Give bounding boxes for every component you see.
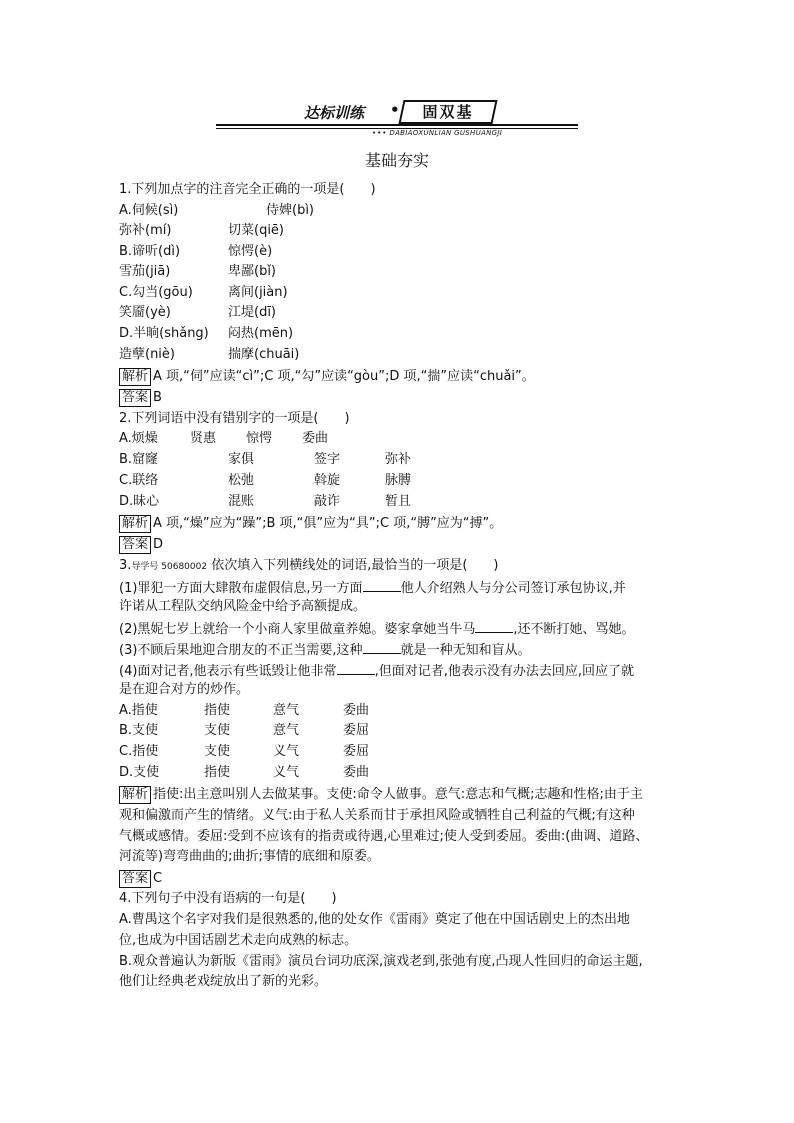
- q4-line: 位,也成为中国话剧艺术走向成熟的标志。: [119, 933, 358, 948]
- q3-option-cell: 委屈: [343, 744, 370, 759]
- q1-option-cell: 离间(jiàn): [228, 285, 288, 300]
- q4-stem: 4.下列句子中没有语病的一句是( ): [119, 891, 337, 906]
- q2-option-cell: 敲诈: [314, 494, 341, 509]
- q3-option-cell: 意气: [273, 703, 300, 718]
- analysis-label: 解析: [119, 368, 151, 386]
- section-title: 基础夯实: [364, 151, 429, 170]
- banner-box: [398, 100, 497, 124]
- q1-option-row: A.伺候(sì): [119, 203, 179, 218]
- q4-line: B.观众普遍认为新版《雷雨》演员台词功底深,演戏老到,张弛有度,凸现人性回归的命运主题,: [119, 954, 643, 969]
- q2-option-cell: 家俱: [228, 452, 255, 467]
- answer-label: 答案: [119, 870, 151, 888]
- q4-line: A.曹禺这个名字对我们是很熟悉的,他的处女作《雷雨》奠定了他在中国话剧史上的杰出地: [119, 912, 630, 927]
- q2-answer: 答案 D: [119, 535, 163, 555]
- q3-option-cell: 义气: [273, 744, 300, 759]
- q1-option-row: 雪茄(jiā): [119, 264, 171, 279]
- q3-option-cell: 支使: [204, 723, 231, 738]
- banner-title: 达标训练: [304, 104, 365, 122]
- q2-option-cell: 松弛: [228, 473, 255, 488]
- q3-option-row: B.支使: [119, 723, 159, 738]
- q2-option-cell: 惊愕: [246, 431, 273, 446]
- q3-line: (4)面对记者,他表示有些诋毁让他非常 ,但面对记者,他表示没有办法去回应,回应了就: [119, 660, 634, 682]
- q3-analysis-line: 观和偏激而产生的情绪。义气:由于私人关系而甘于承担风险或牺牲自己利益的气概;有这种: [119, 808, 635, 823]
- q1-option-cell: 江堤(dī): [228, 305, 277, 320]
- q3-option-cell: 委曲: [343, 703, 370, 718]
- fill-blank: [363, 577, 401, 592]
- q3-option-cell: 委曲: [343, 765, 370, 780]
- q3-analysis-line: 气概或感情。委屈:受到不应该有的指责或待遇,心里难过;使人受到委屈。委曲:(曲调、道路、: [119, 829, 649, 844]
- q2-option-row: B.窟窿: [119, 452, 159, 467]
- q3-option-cell: 指使: [204, 765, 231, 780]
- q3-analysis-line: 河流等)弯弯曲曲的;曲折;事情的底细和原委。: [119, 849, 380, 864]
- analysis-label: 解析: [119, 515, 151, 533]
- fill-blank: [475, 618, 513, 633]
- q1-option-row: 笑靥(yè): [119, 305, 171, 320]
- q2-option-row: D.昧心: [119, 494, 160, 509]
- q1-answer: 答案 B: [119, 388, 162, 408]
- fill-blank: [363, 639, 401, 654]
- q2-stem: 2.下列词语中没有错别字的一项是( ): [119, 411, 350, 426]
- q1-option-cell: 揣摩(chuāi): [228, 347, 300, 362]
- q1-option-cell: 惊愕(è): [228, 244, 273, 259]
- q3-line: (1)罪犯一方面大肆散布虚假信息,另一方面 他人介绍熟人与分公司签订承包协议,并: [119, 577, 626, 599]
- fill-blank: [337, 660, 375, 675]
- guide-number: 导学号 50680002: [131, 562, 208, 572]
- q1-option-cell: 卑鄙(bǐ): [228, 264, 277, 279]
- q3-line: (2)黑妮七岁上就给一个小商人家里做童养媳。婆家拿她当牛马 ,还不断打她、骂她。: [119, 618, 635, 640]
- q1-option-row: D.半晌(shǎng): [119, 326, 209, 341]
- q1-option-cell: 切菜(qiē): [228, 223, 285, 238]
- q1-stem: 1.下列加点字的注音完全正确的一项是( ): [119, 182, 376, 197]
- banner-rule: [216, 124, 578, 126]
- q3-option-cell: 支使: [204, 744, 231, 759]
- banner-dot: •: [390, 101, 400, 119]
- q3-line: 是在迎合对方的炒作。: [119, 682, 250, 697]
- q3-line: 许诺从工程队交纳风险金中给予高额提成。: [119, 599, 367, 614]
- q3-answer: 答案 C: [119, 869, 162, 889]
- q1-analysis: 解析 A 项,“伺”应读“cì”;C 项,“勾”应读“gòu”;D 项,“揣”应读“chuǎi”。: [119, 367, 535, 387]
- q1-option-cell: 闷热(mēn): [228, 326, 294, 341]
- q4-line: 他们让经典老戏绽放出了新的光彩。: [119, 974, 328, 989]
- q3-line: (3)不顾后果地迎合朋友的不正当需要,这种 就是一种无知和盲从。: [119, 639, 531, 661]
- q2-option-cell: 混账: [228, 494, 255, 509]
- q3-option-cell: 意气: [273, 723, 300, 738]
- q1-option-cell: 侍婢(bì): [266, 203, 315, 218]
- answer-label: 答案: [119, 389, 151, 407]
- q3-option-cell: 义气: [273, 765, 300, 780]
- q3-analysis: 解析 指使:出主意叫别人去做某事。支使:命令人做事。意气:意志和气概;志趣和性格;由于主: [119, 785, 643, 805]
- q1-option-row: 弥补(mí): [119, 223, 172, 238]
- q3-option-cell: 委屈: [343, 723, 370, 738]
- q3-option-cell: 指使: [204, 703, 231, 718]
- q3-option-row: D.支使: [119, 765, 160, 780]
- q2-option-cell: 弥补: [385, 452, 412, 467]
- q2-option-cell: 脉膊: [385, 473, 412, 488]
- q1-option-row: 造孽(niè): [119, 347, 175, 362]
- q2-option-row: C.联络: [119, 473, 159, 488]
- q3-option-row: A.指使: [119, 703, 158, 718]
- q2-option-cell: 签字: [314, 452, 341, 467]
- q3-option-row: C.指使: [119, 744, 159, 759]
- q2-analysis: 解析 A 项,“燥”应为“躁”;B 项,“俱”应为“具”;C 项,“膊”应为“搏”。: [119, 514, 502, 534]
- answer-label: 答案: [119, 536, 151, 554]
- q2-option-cell: 斡旋: [314, 473, 341, 488]
- q2-option-cell: 贤惠: [190, 431, 217, 446]
- q1-option-row: B.谛听(dì): [119, 244, 181, 259]
- q2-option-row: A.烦燥: [119, 431, 158, 446]
- analysis-label: 解析: [119, 786, 151, 804]
- section-banner: [216, 98, 578, 140]
- banner-box-text: 固双基: [422, 103, 474, 121]
- banner-subtitle: ••• DABIAOXUNLIAN GUSHUANGJI: [372, 129, 503, 137]
- q2-option-cell: 暂且: [385, 494, 412, 509]
- q2-option-cell: 委曲: [302, 431, 329, 446]
- q1-option-row: C.勾当(gōu): [119, 285, 193, 300]
- q3-stem: 3.导学号 50680002 依次填入下列横线处的词语,最恰当的一项是( ): [119, 558, 499, 573]
